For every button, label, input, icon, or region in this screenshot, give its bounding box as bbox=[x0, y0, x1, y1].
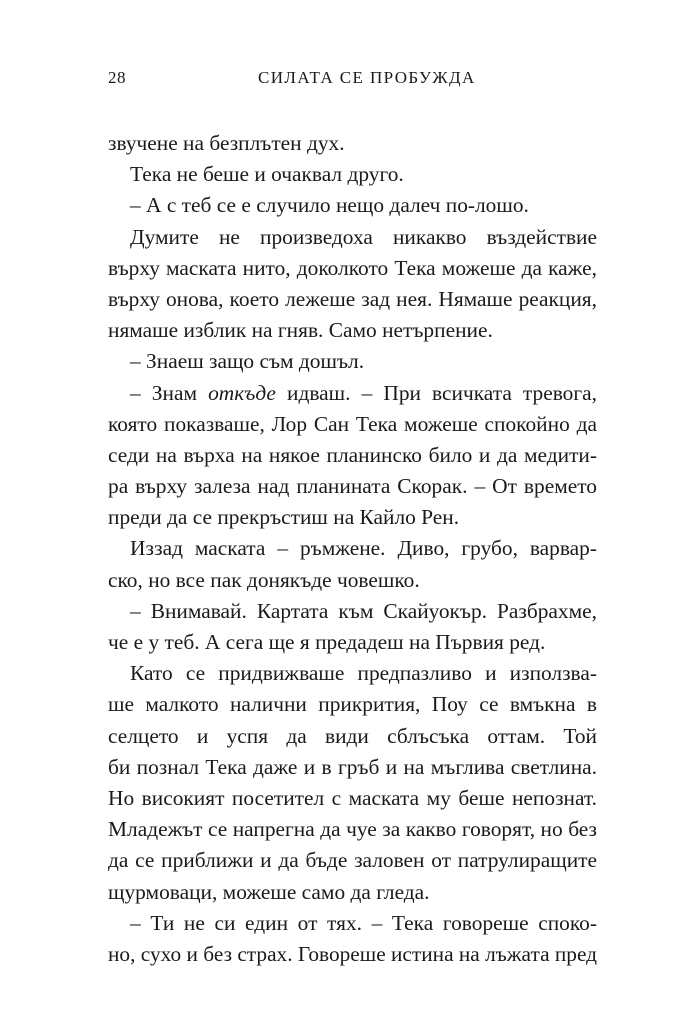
text-line: ра върху залеза над планината Скорак. – От времето bbox=[108, 474, 597, 499]
text-line: Младежът се напрегна да чуе за какво говорят, но без bbox=[108, 817, 597, 842]
text-line: която показваше, Лор Сан Тека можеше спокойно да bbox=[108, 411, 597, 436]
running-title: СИЛАТА СЕ ПРОБУЖДА bbox=[258, 68, 476, 87]
text-line: селцето и успя да види сблъсъка оттам. Той bbox=[108, 723, 597, 748]
text-line: върху онова, което лежеше зад нея. Нямаше реакция, bbox=[108, 286, 597, 311]
text-line: – Внимавай. Картата към Скайуокър. Разбрахме, bbox=[130, 598, 597, 623]
text-line: звучене на безплътен дух. bbox=[108, 131, 345, 155]
text-line: но, сухо и без страх. Говореше истина на лъжата пред bbox=[108, 941, 598, 966]
emphasis: откъде bbox=[208, 380, 276, 405]
text-line: да се приближи и да бъде заловен от патрулиращите bbox=[108, 848, 597, 873]
text-line: ше малкото налични прикрития, Поу се вмъкна в bbox=[108, 692, 597, 717]
text-line: ско, но все пак донякъде човешко. bbox=[108, 567, 420, 592]
text-line: – Знам откъде идваш. – При всичката тревога, bbox=[130, 380, 597, 405]
text-line: – Знаеш защо съм дошъл. bbox=[130, 349, 365, 374]
text-line: нямаше изблик на гняв. Само нетърпение. bbox=[108, 318, 493, 343]
text-line: върху маската нито, доколкото Тека можеше да каже, bbox=[108, 255, 597, 280]
running-head bbox=[108, 68, 597, 92]
body-text bbox=[108, 128, 597, 970]
text-line: Думите не произведоха никакво въздействие bbox=[130, 224, 597, 249]
text-line: Като се придвижваше предпазливо и използва- bbox=[130, 661, 597, 686]
text-line: – Ти не си един от тях. – Тека говореше споко- bbox=[130, 910, 597, 935]
text-line: Но високият посетител с маската му беше непознат. bbox=[108, 785, 597, 810]
text-line: седи на върха на някое планинско било и да медити- bbox=[108, 442, 597, 467]
text-line: – А с теб се е случило нещо далеч по-лошо. bbox=[130, 193, 529, 218]
page-number: 28 bbox=[108, 68, 126, 87]
text-line: Тека не беше и очаквал друго. bbox=[130, 162, 404, 187]
text-line: би познал Тека даже и в гръб и на мъглива светлина. bbox=[108, 754, 597, 779]
text-line: че е у теб. А сега ще я предадеш на Първия ред. bbox=[108, 630, 546, 654]
text-line: преди да се прекръстиш на Кайло Рен. bbox=[108, 505, 460, 530]
text-line: щурмоваци, можеше само да гледа. bbox=[108, 879, 430, 904]
text-line: Иззад маската – ръмжене. Диво, грубо, варвар- bbox=[130, 536, 597, 561]
